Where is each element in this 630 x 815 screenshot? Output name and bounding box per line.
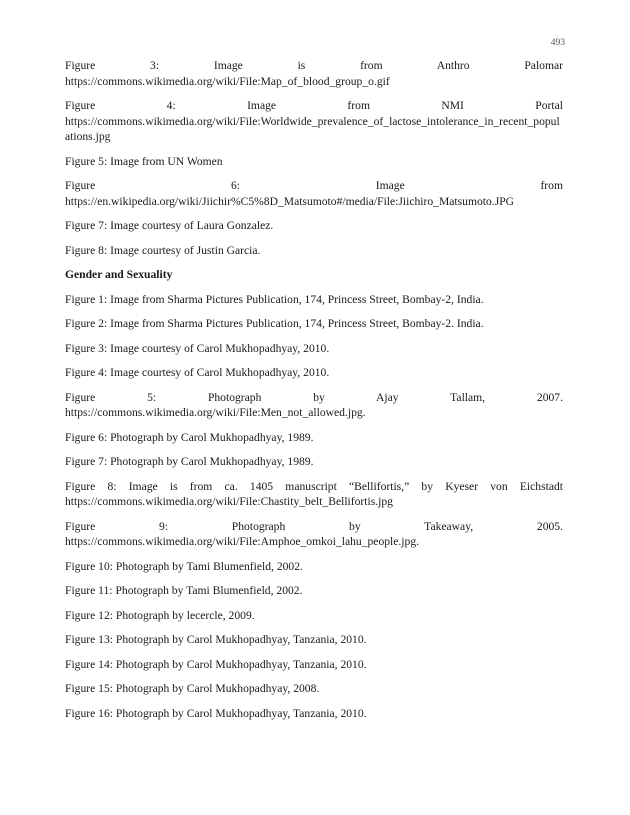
credit-entry: Figure 14: Photograph by Carol Mukhopadhyay, Tanzania, 2010. <box>65 657 367 671</box>
credit-entry: Figure 6: Photograph by Carol Mukhopadhyay, 1989. <box>65 430 314 444</box>
credit-entry: Figure 15: Photograph by Carol Mukhopadhyay, 2008. <box>65 682 320 695</box>
credit-entry: Figure 5: Image from UN Women <box>65 154 223 168</box>
section-heading: Gender and Sexuality <box>65 268 173 281</box>
credit-entry: Figure 10: Photograph by Tami Blumenfield, 2002. <box>65 559 303 573</box>
credit-entry: Figure 2: Image from Sharma Pictures Publication, 174, Princess Street, Bombay-2. India. <box>65 317 484 330</box>
credit-entry: Figure 1: Image from Sharma Pictures Publication, 174, Princess Street, Bombay-2, India. <box>65 292 484 306</box>
credit-entry: Figure 8: Image courtesy of Justin Garcia. <box>65 243 261 257</box>
credit-entry: Figure 13: Photograph by Carol Mukhopadhyay, Tanzania, 2010. <box>65 633 367 646</box>
credit-entry: Figure 8: Image is from ca. 1405 manuscript “Bellifortis,” by Kyeser von Eichstadt https://commons.wikimedia.org/wiki/File:Chastity_belt_Bellifortis.jpg <box>65 479 563 508</box>
credits-list <box>65 58 563 730</box>
credit-entry: Figure 5: Photograph by Ajay Tallam, 2007. https://commons.wikimedia.org/wiki/File:Men_not_allowed.jpg. <box>65 390 563 419</box>
credit-entry: Figure 3: Image courtesy of Carol Mukhopadhyay, 2010. <box>65 341 330 355</box>
credit-entry: Figure 3: Image is from Anthro Palomar https://commons.wikimedia.org/wiki/File:Map_of_blood_group_o.gif <box>65 59 563 88</box>
credit-entry: Figure 4: Image from NMI Portal https://commons.wikimedia.org/wiki/File:Worldwide_prevalence_of_lactose_intolerance_in_recent_populations.jpg <box>65 99 563 143</box>
credit-entry: Figure 7: Image courtesy of Laura Gonzalez. <box>65 219 274 232</box>
credit-entry: Figure 7: Photograph by Carol Mukhopadhyay, 1989. <box>65 455 314 468</box>
credit-entry: Figure 6: Image from https://en.wikipedia.org/wiki/Jiichir%C5%8D_Matsumoto#/media/File:Jiichiro_Matsumoto.JPG <box>65 179 563 208</box>
credit-entry: Figure 11: Photograph by Tami Blumenfield, 2002. <box>65 584 303 597</box>
credit-entry: Figure 12: Photograph by lecercle, 2009. <box>65 608 255 622</box>
credit-entry: Figure 4: Image courtesy of Carol Mukhopadhyay, 2010. <box>65 366 330 379</box>
credit-entry: Figure 16: Photograph by Carol Mukhopadhyay, Tanzania, 2010. <box>65 706 367 720</box>
page-number: 493 <box>550 38 565 48</box>
credit-entry: Figure 9: Photograph by Takeaway, 2005. https://commons.wikimedia.org/wiki/File:Amphoe_omkoi_lahu_people.jpg. <box>65 519 563 548</box>
